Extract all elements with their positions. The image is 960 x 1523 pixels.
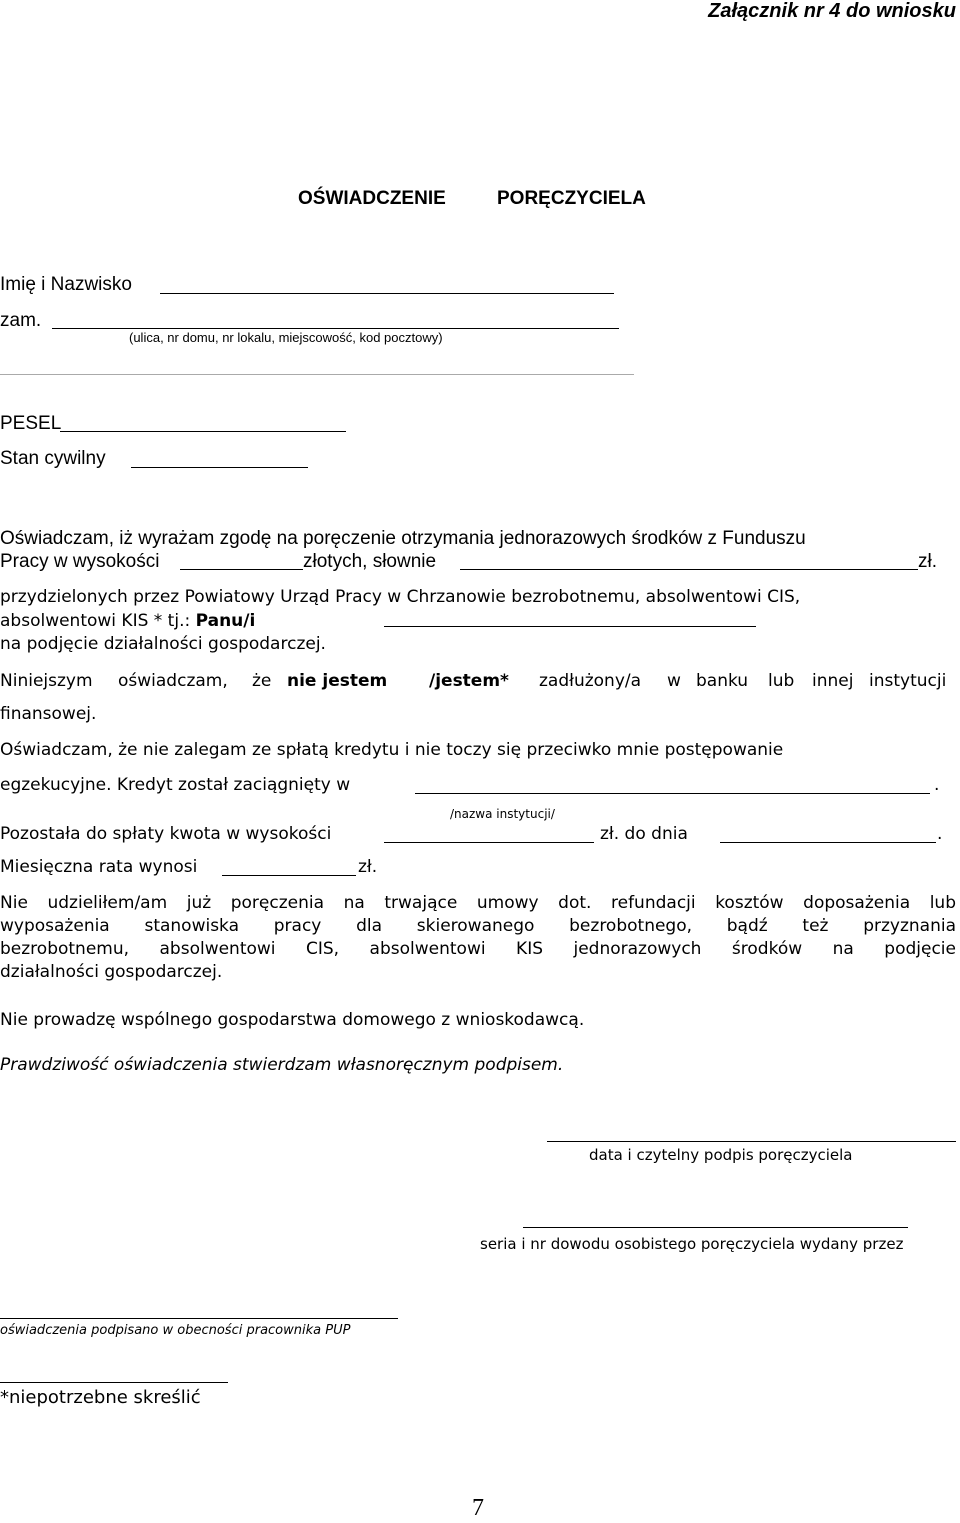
debt-option-am[interactable]: /jestem*: [429, 671, 509, 691]
debt-word-3: że: [252, 671, 272, 691]
debt-word-9: lub: [768, 671, 795, 691]
assigned-line-1: przydzielonych przez Powiatowy Urząd Pracy w Chrzanowie bezrobotnemu, absolwentowi CIS,: [0, 587, 801, 607]
date-signature-caption: data i czytelny podpis poręczyciela: [589, 1146, 853, 1164]
debt-word-8: banku: [696, 671, 749, 691]
assigned-line-3: na podjęcie działalności gospodarczej.: [0, 634, 326, 654]
institution-field-line[interactable]: [415, 793, 930, 794]
assigned-line-2: [0, 611, 255, 631]
name-label: Imię i Nazwisko: [0, 274, 132, 295]
amount-field-line[interactable]: [180, 569, 303, 570]
witness-line[interactable]: [0, 1318, 398, 1319]
consent-currency: zł.: [918, 551, 937, 572]
civil-status-label: Stan cywilny: [0, 448, 106, 469]
debt-word-6: zadłużony/a: [539, 671, 642, 691]
debt-option-not[interactable]: nie jestem: [287, 671, 388, 691]
due-date-field-line[interactable]: [720, 842, 936, 843]
guarantee-line-3: bezrobotnemu, absolwentowi CIS, absolwentowi KIS jednorazowych środków na podjęcie: [0, 939, 956, 959]
consent-line-1: Oświadczam, iż wyrażam zgodę na poręczenie otrzymania jednorazowych środków z Funduszu: [0, 528, 806, 549]
debt-word-10: innej: [812, 671, 854, 691]
page-number: 7: [472, 1495, 484, 1521]
debt-word-1: Niniejszym: [0, 671, 93, 691]
monthly-currency: zł.: [358, 857, 378, 877]
remaining-amount-field-line[interactable]: [384, 842, 594, 843]
title-right: PORĘCZYCIELA: [497, 188, 646, 209]
title-left: OŚWIADCZENIE: [298, 188, 446, 209]
monthly-label: Miesięczna rata wynosi: [0, 857, 198, 877]
witness-caption: oświadczenia podpisano w obecności pracownika PUP: [0, 1323, 351, 1338]
consent-words-label: złotych, słownie: [303, 551, 437, 572]
guarantee-line-1: Nie udzieliłem/am już poręczenia na trwające umowy dot. refundacji kosztów doposażenia lub: [0, 893, 956, 913]
address-hint: (ulica, nr domu, nr lokalu, miejscowość, kod pocztowy): [129, 330, 443, 345]
pesel-field-line[interactable]: [60, 431, 346, 432]
institution-hint: /nazwa instytucji/: [450, 807, 555, 821]
recipient-field-line[interactable]: [384, 626, 756, 627]
attachment-label: Załącznik nr 4 do wniosku: [708, 0, 956, 22]
amount-words-field-line[interactable]: [460, 569, 918, 570]
debt-word-7: w: [667, 671, 681, 691]
name-field-line[interactable]: [160, 293, 614, 294]
credit-line-2-end: .: [934, 775, 940, 795]
address-field-line-2[interactable]: [0, 374, 634, 375]
id-series-caption: seria i nr dowodu osobistego poręczyciela wydany przez: [480, 1235, 904, 1253]
address-label: zam.: [0, 310, 42, 331]
consent-amount-label: Pracy w wysokości: [0, 551, 160, 572]
truth-statement: Prawdziwość oświadczenia stwierdzam własnoręcznym podpisem.: [0, 1055, 564, 1075]
footnote: *niepotrzebne skreślić: [0, 1387, 201, 1408]
civil-status-field-line[interactable]: [131, 467, 308, 468]
guarantee-line-2: wyposażenia stanowiska pracy dla skierowanego bezrobotnego, bądź też przyznania: [0, 916, 956, 936]
debt-line-2: finansowej.: [0, 704, 97, 724]
remaining-label: Pozostała do spłaty kwota w wysokości: [0, 824, 332, 844]
credit-line-2: egzekucyjne. Kredyt został zaciągnięty w: [0, 775, 351, 795]
monthly-rate-field-line[interactable]: [222, 875, 356, 876]
credit-line-1: Oświadczam, że nie zalegam ze spłatą kredytu i nie toczy się przeciwko mnie postępowanie: [0, 740, 784, 760]
guarantee-line-4: działalności gospodarczej.: [0, 962, 223, 982]
debt-word-11: instytucji: [869, 671, 947, 691]
assigned-pan-text: Panu/i: [195, 611, 256, 631]
debt-word-2: oświadczam,: [118, 671, 228, 691]
remaining-until-label: zł. do dnia: [600, 824, 688, 844]
footnote-line: [0, 1382, 228, 1383]
id-series-line[interactable]: [523, 1227, 908, 1228]
remaining-end: .: [937, 824, 943, 844]
date-signature-line[interactable]: [547, 1141, 956, 1142]
assigned-kis-text: absolwentowi KIS * tj.:: [0, 611, 196, 631]
pesel-label: PESEL: [0, 413, 62, 434]
address-field-line[interactable]: [52, 328, 619, 329]
household-statement: Nie prowadzę wspólnego gospodarstwa domowego z wnioskodawcą.: [0, 1010, 585, 1030]
